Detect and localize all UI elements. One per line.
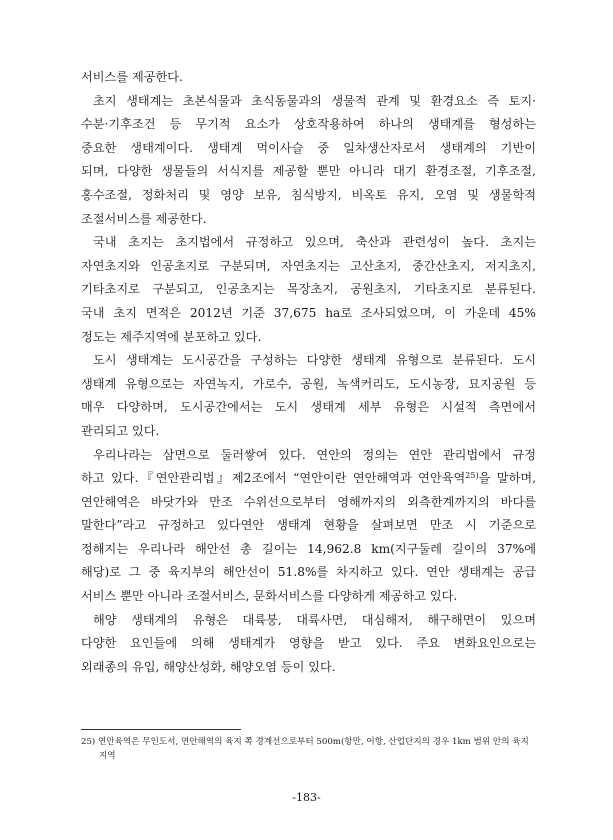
text-line: 기타초지로 구분되고, 인공초지는 목장초지, 공원초지, 기타초지로 분류된다. [81,282,536,297]
text-line: 관리되고 있다. [81,423,160,438]
text-line: 생태계 유형으로는 자연녹지, 가로수, 공원, 녹색커리도, 도시농장, 묘지공원 등 [81,376,536,391]
text-line: 자연초지와 인공초지로 구분되며, 자연초지는 고산초지, 중간산초지, 저지초지, [81,258,536,273]
text-line: 다양한 요인들에 의해 생태계가 영향을 받고 있다. 주요 변화요인으로는 [81,636,536,651]
text-line: 정해지는 우리나라 해안선 총 길이는 14,962.8 km(지구둘레 길이의 37%에 [81,541,536,556]
text-line: 외래종의 유입, 해양산성화, 해양오염 등이 있다. [81,659,336,674]
footnote-text: 연안육역은 무인도서, 연안해역의 육지 쪽 경계선으로부터 500m(항만, 어항, 산업단지의 경우 1km 범위 안의 육지 [98,737,529,747]
text-line: 연안해역은 바닷가와 만조 수위선으로부터 영해까지의 외측한계까지의 바다를 [81,494,536,509]
text-line: 정도는 제주지역에 분포하고 있다. [81,329,262,344]
footnote-line: 지역 [99,751,116,761]
body-text [81,66,536,679]
text-line: 수분·기후조건 등 무기적 요소가 상호작용하여 하나의 생태계를 형성하는 [81,117,536,132]
text-line: 국내 초지 면적은 2012년 기준 37,675 ha로 조사되었으며, 이 가운데 45% [81,305,536,320]
text-line: 국내 초지는 초지법에서 규정하고 있으며, 축산과 관련성이 높다. 초지는 [93,235,536,250]
footnote-line [81,735,538,749]
page-number: -183- [292,791,321,804]
text-line: 매우 다양하며, 도시공간에서는 도시 생태계 세부 유형은 시설적 측면에서 [81,400,536,415]
text-line: 서비스 뿐만 아니라 조절서비스, 문화서비스를 다양하게 제공하고 있다. [81,589,458,604]
text-line: 초지 생태계는 초본식물과 초식동물과의 생물적 관계 및 환경요소 즉 토지· [93,93,536,108]
text-line: 중요한 생태계이다. 생태계 먹이사슬 중 일차생산자로서 생태계의 기반이 [81,140,536,155]
footnote-reference[interactable]: 25) [465,471,479,481]
text-line: 말한다”라고 규정하고 있다연안 생태계 현황을 살펴보면 만조 시 기준으로 [81,518,536,533]
text-line: 홍수조절, 정화처리 및 영양 보유, 침식방지, 비옥토 유지, 오염 및 생물학적 [81,187,536,202]
text-line [81,467,536,491]
text-line: 우리나라는 삼면으로 둘러쌓여 있다. 연안의 정의는 연안 관리법에서 규정 [93,447,536,462]
text-line: 해양 생태계의 유형은 대륙붕, 대륙사면, 대심해저, 해구해면이 있으며 [93,612,536,627]
footnote [81,735,538,763]
text-segment: 하고 있다.『연안관리법』제2조에서 “연안이란 연안해역과 연안육역 [81,471,466,486]
text-line: 서비스를 제공한다. [81,70,183,84]
footnote-number: 25) [81,737,96,747]
text-segment: 을 말하며, [478,471,536,486]
text-line: 조절서비스를 제공한다. [81,211,207,226]
text-line: 되며, 다양한 생물들의 서식지를 제공할 뿐만 아니라 대기 환경조절, 기후조절, [81,164,536,179]
footnote-divider [81,729,241,730]
text-line: 해당)로 그 중 육지부의 해안선이 51.8%를 차지하고 있다. 연안 생태계는 공급 [81,565,536,580]
text-line: 도시 생태계는 도시공간을 구성하는 다양한 생태계 유형으로 분류된다. 도시 [93,353,536,368]
